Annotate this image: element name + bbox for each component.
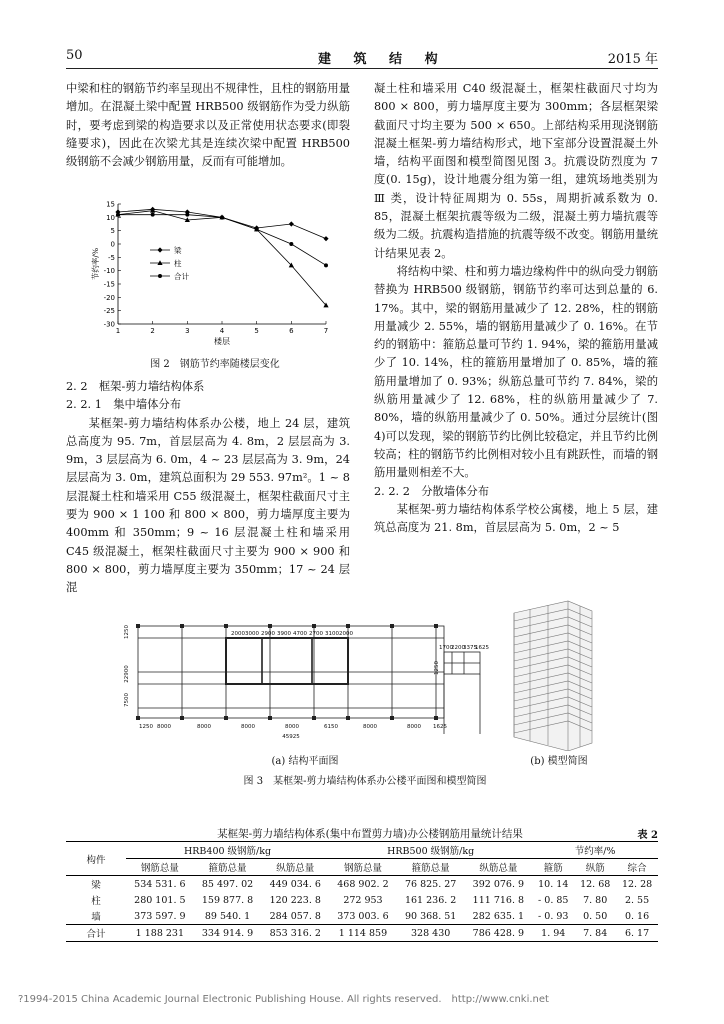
plan-bottom-dim: 8000 — [407, 724, 421, 730]
plan-left-dim: 22900 — [124, 665, 130, 683]
table-header-group: HRB400 级钢筋/kg — [126, 842, 329, 859]
table-cell: 7. 80 — [583, 894, 608, 906]
table-row — [66, 876, 658, 893]
fig2-line-chart — [88, 198, 334, 346]
table-cell: 373 003. 6 — [329, 908, 397, 925]
journal-year: 2015 年 — [607, 52, 658, 67]
fig3-sub-b: (b) 模型简图 — [530, 756, 588, 767]
table-cell: 280 101. 5 — [134, 894, 186, 906]
table-subheader: 综合 — [616, 859, 658, 876]
x-tick-label: 5 — [254, 327, 259, 335]
table-cell: 2. 55 — [624, 894, 650, 906]
data-point — [151, 213, 155, 217]
data-point — [289, 242, 293, 246]
table-header-group: HRB500 级钢筋/kg — [329, 842, 532, 859]
data-point — [323, 236, 328, 241]
plan-bottom-dim: 8000 — [285, 724, 299, 730]
section-heading: 2. 2 框架-剪力墙结构体系 — [66, 380, 205, 393]
x-tick-label: 3 — [185, 327, 190, 335]
table-cell: 梁 — [91, 880, 101, 891]
table-cell: 76 825. 27 — [404, 878, 457, 890]
table-subheader: 纵筋总量 — [465, 859, 533, 876]
table-cell: 0. 16 — [616, 908, 658, 925]
x-tick-label: 7 — [323, 327, 329, 335]
table-cell: 534 531. 6 — [134, 878, 186, 890]
plan-bottom-dim: 8000 — [197, 724, 211, 730]
subsection-heading: 2. 2. 1 集中墙体分布 — [66, 398, 182, 412]
data-point — [289, 221, 294, 226]
table-row — [66, 908, 658, 925]
table-subheader: 纵筋 — [574, 859, 616, 876]
table-subheader: 箍筋总量 — [397, 859, 465, 876]
x-tick-label: 4 — [219, 327, 225, 335]
plan-bottom-dim: 8000 — [241, 724, 255, 730]
paragraph: 中梁和柱的钢筋节约率呈现出不规律性，且柱的钢筋用量增加。在混凝土梁中配置 HRB500 级钢筋作为受力纵筋时，要考虑到梁的构造要求以及正常使用状态要求(即裂缝要求)，因此在次梁尤其是连续次梁中配置 HRB500 级钢筋不会减少钢筋用量，反而有可能增加。 — [66, 82, 350, 169]
fig3b-model-image — [508, 597, 594, 751]
plan-top-dim: 2000 — [339, 631, 353, 637]
plan-bottom-dim: 6150 — [324, 724, 338, 730]
copyright-footer: ?1994-2015 China Academic Journal Electronic Publishing House. All rights reserved. http://www.cnki.net — [18, 994, 549, 1005]
table-cell: 85 497. 02 — [201, 878, 254, 890]
x-axis-label: 楼层 — [214, 337, 230, 346]
data-point — [324, 263, 328, 267]
paragraph: 某框架-剪力墙结构体系办公楼，地上 24 层，建筑总高度为 95. 7m，首层层高为 4. 8m，2 层层高为 3. 9m，3 层层高为 6. 0m，4 ~ 23 层层高为 3. 9m，24 层层高为 3. 0m，建筑总面积为 29 553. 97m²。1 ~ 8 层混凝土柱和墙采用 C55 级混凝土，框架柱截面尺寸主要为 900 × 1 100 和 800 × 800，剪力墙厚度主要为 400mm 和 350mm；9 ~ 16 层混凝土柱和墙采用 C45 级混凝土，框架柱截面尺寸主要为 900 × 900 和 800 × 800，剪力墙厚度主要为 350mm；17 ~ 24 层混 — [66, 416, 350, 595]
y-tick-label: 5 — [110, 227, 115, 236]
legend-label: 柱 — [174, 259, 182, 268]
subsection-heading: 2. 2. 2 分散墙体分布 — [374, 484, 490, 498]
data-point — [116, 213, 120, 217]
data-point — [158, 274, 162, 278]
table-row-total — [66, 925, 658, 942]
table-cell: - 0. 93 — [532, 908, 574, 925]
table-cell: 合计 — [66, 925, 126, 942]
plan-bottom-dim: 8000 — [363, 724, 377, 730]
table-cell: 284 057. 8 — [261, 908, 329, 925]
fig3-caption: 图 3 某框架-剪力墙结构体系办公楼平面图和模型简图 — [243, 776, 487, 787]
y-axis-label: 节约率/% — [91, 247, 100, 281]
series-line — [118, 215, 326, 266]
table-cell: 786 428. 9 — [465, 925, 533, 942]
right-column — [374, 80, 658, 537]
table-cell: 272 953 — [343, 894, 383, 906]
annex-dim: 2200 — [451, 645, 465, 651]
table-cell: 89 540. 1 — [194, 908, 262, 925]
table-header-group: 节约率/% — [532, 842, 658, 859]
table2-label: 表 2 — [637, 830, 658, 841]
plan-top-dim: 4700 — [293, 631, 307, 637]
fig3-sub-a: (a) 结构平面图 — [271, 756, 339, 767]
table-cell: 468 902. 2 — [337, 878, 389, 890]
plan-left-dim: 7500 — [124, 693, 130, 707]
y-tick-label: -25 — [103, 307, 115, 316]
annex-side-dim: 1250 — [434, 661, 440, 675]
y-tick-label: 15 — [106, 200, 115, 209]
y-tick-label: -5 — [108, 253, 115, 262]
table-subheader: 纵筋总量 — [261, 859, 329, 876]
page-number: 50 — [66, 48, 83, 63]
series-line — [118, 211, 326, 306]
plan-top-dim: 3100 — [325, 631, 339, 637]
plan-top-dim: 3000 — [245, 631, 259, 637]
fig3a-structural-plan — [112, 604, 492, 744]
table-cell: 120 223. 8 — [269, 894, 321, 906]
table-cell: 328 430 — [397, 925, 465, 942]
data-point — [220, 215, 224, 219]
plan-total-dim: 45925 — [282, 734, 300, 740]
table-cell: - 0. 85 — [538, 894, 569, 906]
y-tick-label: 10 — [106, 213, 115, 222]
x-tick-label: 1 — [115, 327, 121, 335]
y-tick-label: -15 — [103, 280, 115, 289]
left-column-bottom — [66, 378, 350, 598]
table-cell: 161 236. 2 — [404, 894, 457, 906]
fig2-caption: 图 2 钢筋节约率随楼层变化 — [150, 359, 280, 370]
table-cell: 373 597. 9 — [126, 908, 194, 925]
x-tick-label: 6 — [289, 327, 294, 335]
table-cell: 90 368. 51 — [397, 908, 465, 925]
table-cell: 334 914. 9 — [194, 925, 262, 942]
plan-bottom-dim: 1625 — [433, 724, 447, 730]
plan-bottom-dim: 8000 — [157, 724, 171, 730]
table-subheader: 箍筋总量 — [194, 859, 262, 876]
annex-dim: 3375 — [463, 645, 477, 651]
table-cell: 1 188 231 — [126, 925, 194, 942]
table-cell: 12. 68 — [580, 878, 611, 890]
table2 — [66, 841, 658, 942]
plan-left-dim: 1250 — [124, 625, 130, 639]
table-cell: 853 316. 2 — [261, 925, 329, 942]
table-cell: 墙 — [66, 908, 126, 925]
table-cell: 10. 14 — [538, 878, 569, 890]
y-tick-label: -30 — [103, 320, 115, 329]
y-tick-label: -10 — [103, 267, 115, 276]
table-cell: 111 716. 8 — [472, 894, 525, 906]
table-cell: 282 635. 1 — [465, 908, 533, 925]
data-point — [185, 213, 189, 217]
table-subheader: 箍筋 — [532, 859, 574, 876]
series-line — [118, 209, 326, 238]
plan-top-dim: 3900 — [277, 631, 291, 637]
paragraph: 凝土柱和墙采用 C40 级混凝土，框架柱截面尺寸均为 800 × 800，剪力墙厚度主要为 300mm；各层框架梁截面尺寸均主要为 500 × 650。上部结构采用现浇钢筋混凝土框架-剪力墙结构形式，地下室部分设置混凝土外墙，结构平面图和模型简图见图 3。抗震设防烈度为 7 度(0. 15g)，设计地震分组为第一组，建筑场地类别为 Ⅲ 类，设计特征周期为 0. 55s，周期折减系数为 0. 85，混凝土框架抗震等级为二级，混凝土剪力墙抗震等级为二级。抗震构造措施的抗震等级不改变。钢筋用量统计结果见表 2。 — [374, 82, 658, 260]
table-cell: 12. 28 — [621, 878, 653, 890]
table-cell: 0. 50 — [574, 908, 616, 925]
table-header-member: 构件 — [66, 842, 126, 876]
table-cell: 159 877. 8 — [201, 894, 254, 906]
plan-top-dim: 2900 — [261, 631, 275, 637]
y-tick-label: -20 — [103, 293, 115, 302]
x-tick-label: 2 — [150, 327, 155, 335]
table-subheader: 钢筋总量 — [329, 859, 397, 876]
legend-label: 合计 — [174, 272, 189, 281]
plan-bottom-dim: 1250 — [139, 724, 153, 730]
paragraph: 将结构中梁、柱和剪力墙边缘构件中的纵向受力钢筋替换为 HRB500 级钢筋，钢筋节约率可达到总量的 6. 17%。其中，梁的钢筋用量减少了 12. 28%，柱的钢筋用量减少 2. 55%，墙的钢筋用量减少了 0. 16%。在节约的钢筋中：箍筋总量可节约 1. 94%，梁的箍筋用量减少了 10. 14%，柱的箍筋用量增加了 0. 85%，墙的箍筋用量增加了 0. 93%；纵筋总量可节约 7. 84%，梁的纵筋用量减少了 12. 68%，柱的纵筋用量减少了 7. 80%，墙的纵筋用量减少了 0. 50%。通过分层统计(图 4)可以发现，梁的钢筋节约比例比较稳定，并且节约比例较高；柱的钢筋节约比例相对较小且有跳跃性，而墙的钢筋用量则相差不大。 — [374, 264, 658, 480]
data-point — [255, 227, 259, 231]
table-cell: 柱 — [91, 896, 101, 907]
table-cell: 449 034. 6 — [269, 878, 321, 890]
table-cell: 7. 84 — [574, 925, 616, 942]
table-cell: 392 076. 9 — [472, 878, 525, 890]
legend-label: 梁 — [174, 246, 182, 255]
journal-name: 建 筑 结 构 — [318, 52, 447, 67]
left-column-top — [66, 80, 350, 171]
annex-dim: 1700 — [439, 645, 453, 651]
table-row — [66, 892, 658, 908]
table-subheader: 钢筋总量 — [126, 859, 194, 876]
table2-title: 某框架-剪力墙结构体系(集中布置剪力墙)办公楼钢筋用量统计结果 — [217, 828, 523, 840]
table-cell: 1 114 859 — [329, 925, 397, 942]
annex-dim: 1625 — [475, 645, 489, 651]
y-tick-label: 0 — [110, 240, 115, 249]
plan-top-dim: 2000 — [231, 631, 245, 637]
table-cell: 6. 17 — [616, 925, 658, 942]
plan-top-dim: 2700 — [309, 631, 323, 637]
data-point — [157, 247, 162, 252]
table-cell: 1. 94 — [532, 925, 574, 942]
paragraph: 某框架-剪力墙结构体系学校公寓楼，地上 5 层，建筑总高度为 21. 8m，首层层高为 5. 0m，2 ~ 5 — [374, 502, 658, 535]
page-header — [66, 46, 658, 69]
